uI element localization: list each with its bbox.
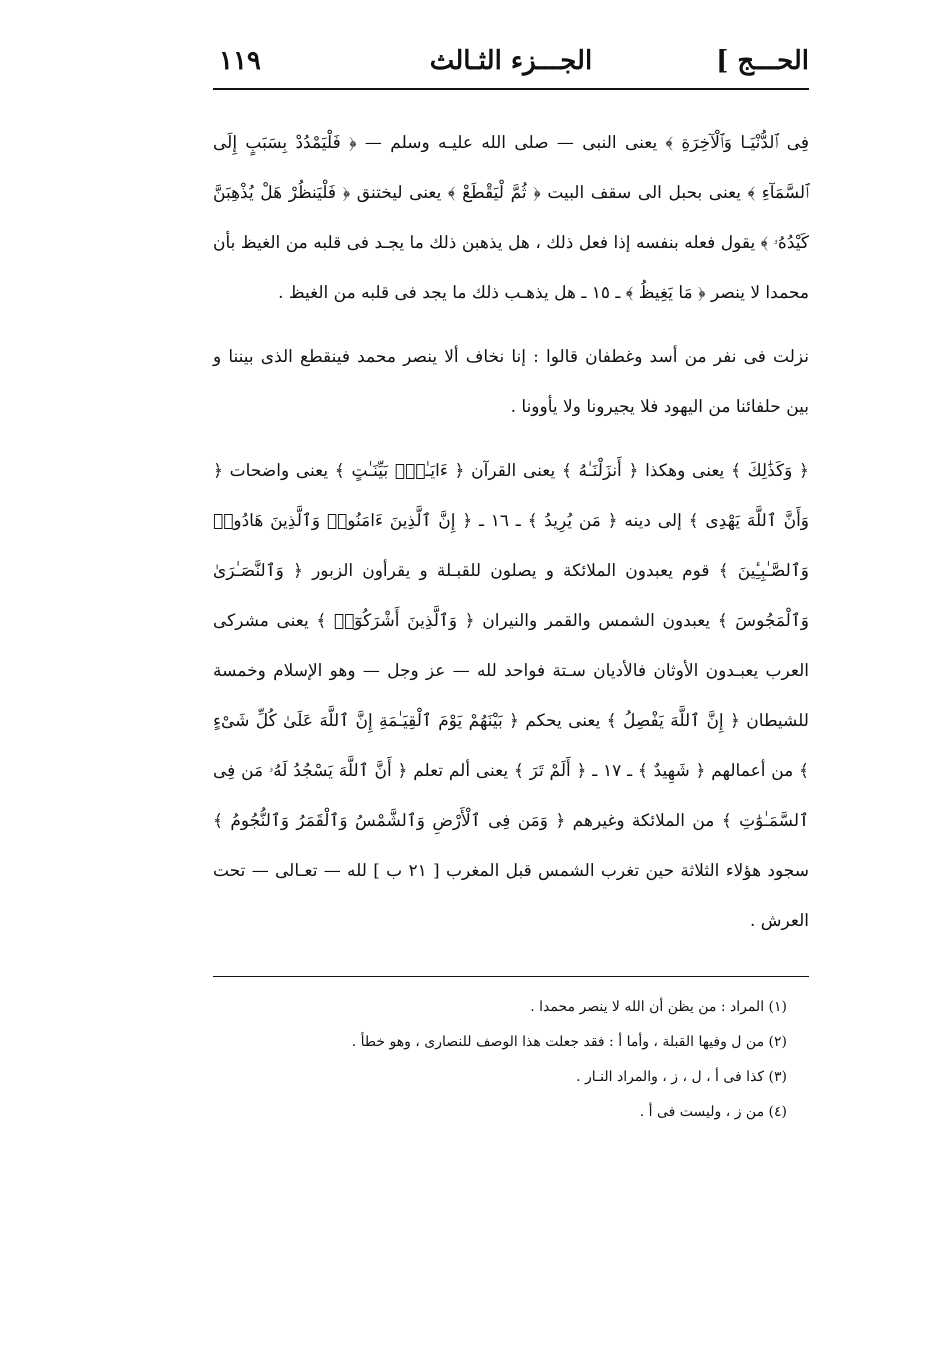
footnote-separator [213,976,809,977]
page-number: ١١٩ [219,46,261,76]
main-text [213,118,809,946]
paragraph: فِى ٱلدُّنْيَـا وَٱلْآخِرَةِ ﴾ يعنى النبى — صلى الله عليـه وسلم — ﴿ فَلْيَمْدُدْ بِسَبَبٍ إِلَى ٱلسَّمَآءِ ﴾ يعنى بحبل الى سقف البيت ﴿ ثُمَّ لْيَقْطَعْ ﴾ يعنى ليختنق ﴿ فَلْيَنظُرْ هَلْ يُذْهِبَنَّ كَيْدُهُۥ ﴾ يقول فعله بنفسه إذا فعل ذلك ، هل يذهبن ذلك ما يجـد فى قلبه من الغيظ بأن محمدا لا ينصر ﴿ مَا يَغِيظُ ﴾ ـ ١٥ ـ هل يذهـب ذلك ما يجد فى قلبه من الغيظ . [213,133,809,303]
footnote: (١) المراد : من يظن أن الله لا ينصر محمدا . [530,999,787,1015]
footnote: (٤) من ز ، وليست فى أ . [639,1104,787,1120]
page-header [213,38,809,90]
footnotes [213,990,787,1130]
footnote: (٣) كذا فى أ ، ل ، ز ، والمراد النـار . [576,1069,787,1085]
part-title: الجـــزء الثـالث [429,46,593,76]
paragraph: ﴿ وَكَذَٰلِكَ ﴾ يعنى وهكذا ﴿ أَنزَلْنَـٰهُ ﴾ يعنى القرآن ﴿ ءَايَـٰتٍۭ بَيِّنَـٰتٍ ﴾ يعنى واضحات ﴿ وَأَنَّ ٱللَّهَ يَهْدِى ﴾ إلى دينه ﴿ مَن يُرِيدُ ﴾ ـ ١٦ ـ ﴿ إِنَّ ٱلَّذِينَ ءَامَنُوا۟ وَٱلَّذِينَ هَادُوا۟ وَٱلصَّـٰبِـِٔينَ ﴾ قوم يعبدون الملائكة و يصلون للقبـلة و يقرأون الزبور ﴿ وَٱلنَّصَـٰرَىٰ وَٱلْمَجُوسَ ﴾ يعبدون الشمس والقمر والنيران ﴿ وَٱلَّذِينَ أَشْرَكُوٓا۟ ﴾ يعنى مشركى العرب يعبـدون الأوثان فالأديان سـتة فواحد لله — عز وجل — وهو الإسلام وخمسة للشيطان ﴿ إِنَّ ٱللَّهَ يَفْصِلُ ﴾ يعنى يحكم ﴿ بَيْنَهُمْ يَوْمَ ٱلْقِيَـٰمَةِ إِنَّ ٱللَّهَ عَلَىٰ كُلِّ شَىْءٍ ﴾ من أعمالهم ﴿ شَهِيدٌ ﴾ ـ ١٧ ـ ﴿ أَلَمْ تَرَ ﴾ يعنى ألم تعلم ﴿ أَنَّ ٱللَّهَ يَسْجُدُ لَهُۥ مَن فِى ٱلسَّمَـٰوَٰتِ ﴾ من الملائكة وغيرهم ﴿ وَمَن فِى ٱلْأَرْضِ وَٱلشَّمْسُ وَٱلْقَمَرُ وَٱلنُّجُومُ ﴾ سجود هؤلاء الثلاثة حين تغرب الشمس قبل المغرب [ ٢١ ب ] لله — تعـالى — تحت العرش . [213,461,810,931]
paragraph: نزلت فى نفر من أسد وغطفان قالوا : إنا نخاف ألا ينصر محمد فينقطع الذى بيننا و بين حلفائنا من اليهود فلا يجيرونا ولا يأوونا . [213,347,809,417]
footnote: (٢) من ل وفيها القبلة ، وأما أ : فقد جعلت هذا الوصف للنصارى ، وهو خطأ . [351,1034,787,1050]
chapter-title: الحـــج ] [716,46,809,76]
